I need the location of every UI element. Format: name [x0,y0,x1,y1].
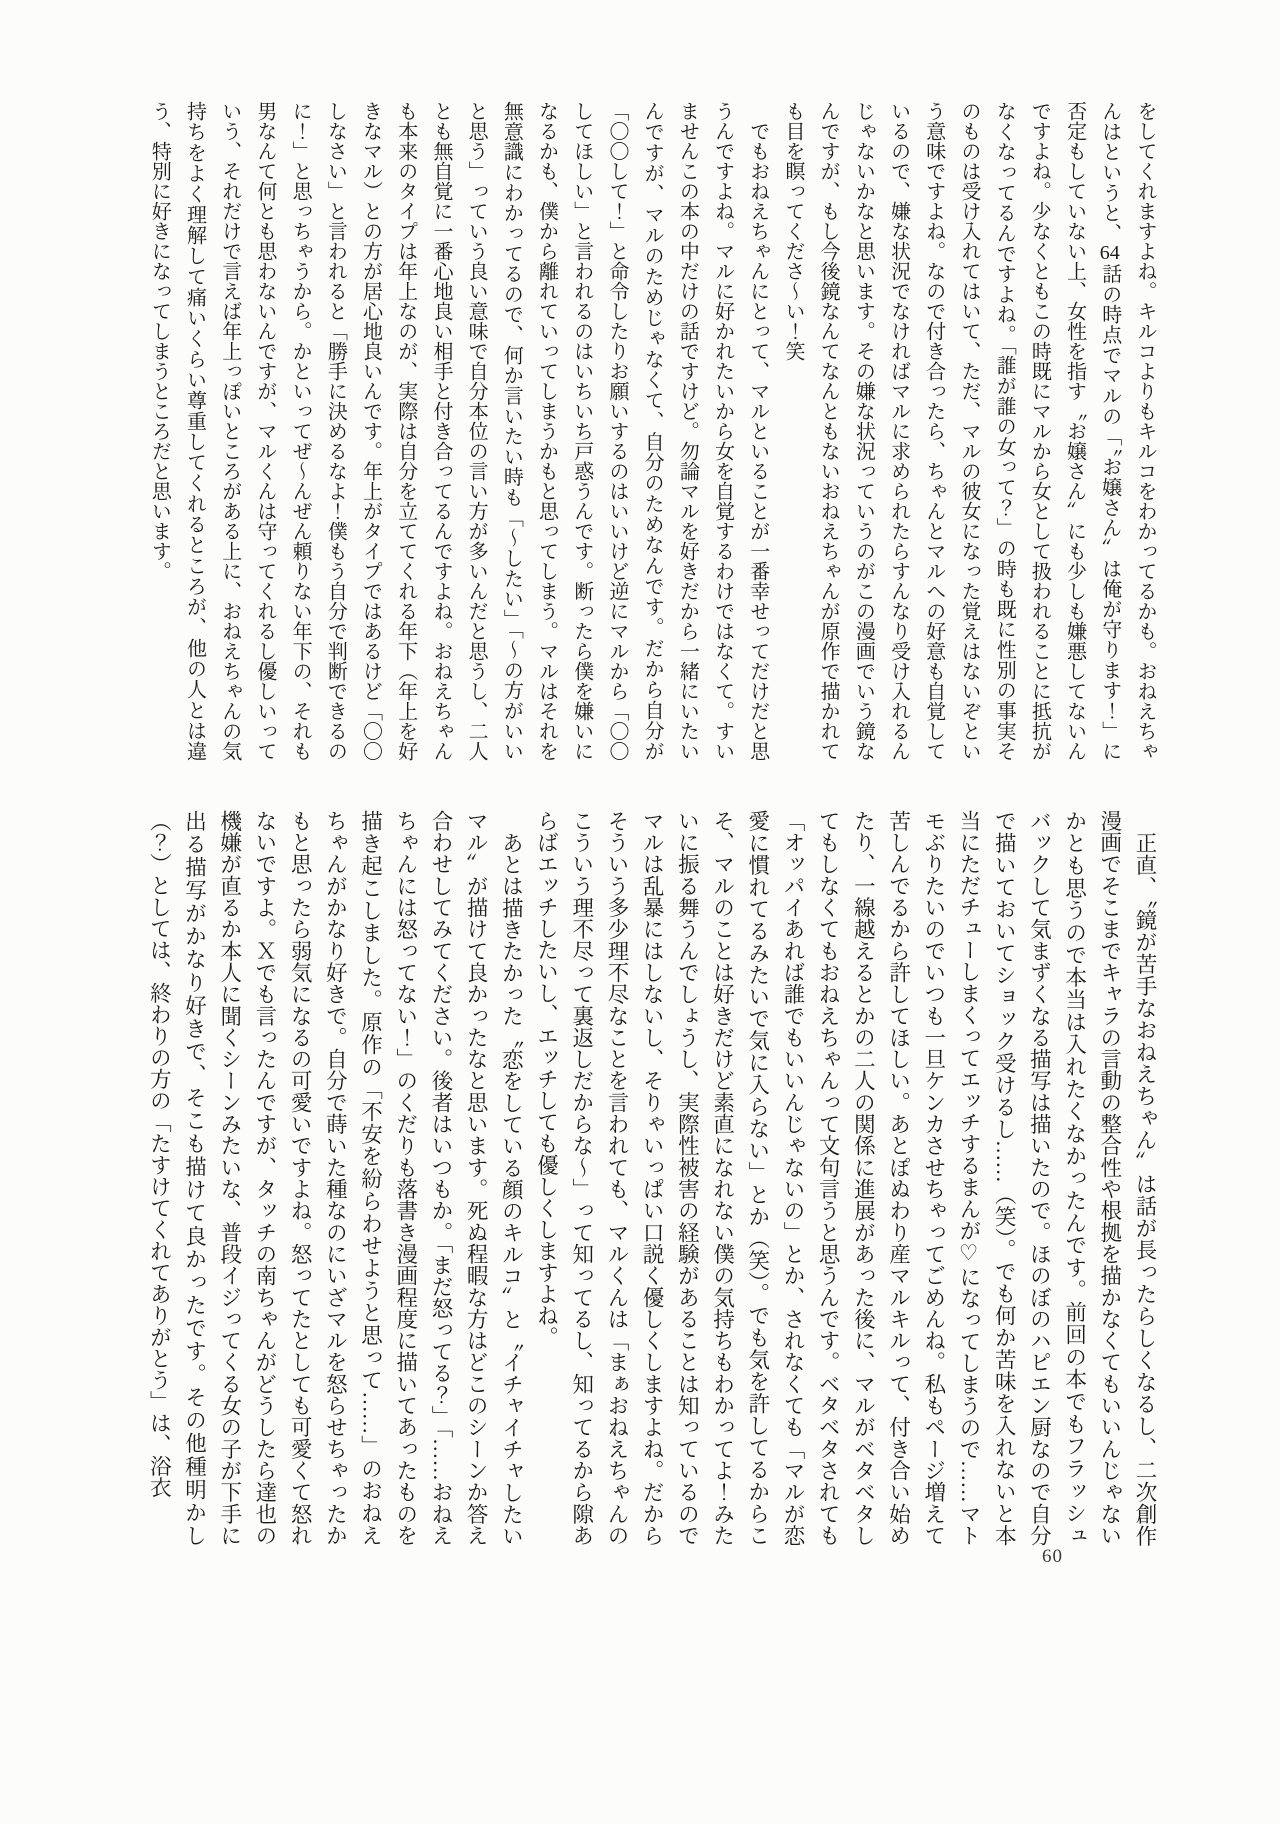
paragraph: をしてくれますよね。キルコよりもキルコをわかってるかも。おねえちゃんはというと、64話の時点でマルの「〝お嬢さん〟は俺が守ります！」に否定もしていない上、女性を指す〝お嬢さん〟にも少しも嫌悪してないんですよね。少なくともこの時既にマルから女として扱われることに抵抗がなくなってるんですよね。「誰が誰の女って？」の時も既に性別の事実そのものは受け入れてはいて、ただ、マルの彼女になった覚えはないぞという意味ですよね。なので付き合ったら、ちゃんとマルへの好意も自覚しているので、嫌な状況でなければマルに求められたらすんなり受け入れるんじゃないかなと思います。その嫌な状況っていうのがこの漫画でいう鏡なんですが、もし今後鏡なんてなんともないおねえちゃんが原作で描かれても目を瞑ってくださ〜い！笑 [781,101,1156,761]
paragraph: あとは描きたかった〝恋をしている顔のキルコ〟と〝イチャイチャしたいマル〟が描けて良かったなと思います。死ぬ程暇な方はどこのシーンか答え合わせしてみてください。後者はいつもか。「まだ怒ってる？」「……おねえちゃんには怒ってない！」のくだりも落書き漫画程度に描いてあったものを描き起こしました。原作の「不安を紛らわせようと思って……」のおねえちゃんがかなり好きで。自分で蒔いた種なのにいざマルを怒らせちゃったかもと思ったら弱気になるの可愛いですよね。怒ってたとしても可愛くて怒れないですよ。Ｘでも言ったんですが、タッチの南ちゃんがどうしたら達也の機嫌が直るか本人に聞くシーンみたいな、普段イジってくる女の子が下手に出る描写がかなり好きで、そこも描けて良かったです。その他種明かし（？）としては、終わりの方の「たすけてくれてありがとう」は、浴衣 [147,810,524,1546]
paragraph: 正直、〝鏡が苦手なおねえちゃん〟は話が長ったらしくなるし、二次創作漫画でそこまでキャラの言動の整合性や根拠を描かなくてもいいんじゃないかとも思うので本当は入れたくなかったんです。前回の本でもフラッシュバックして気まずくなる描写は描いたので。ほのぼのハピエン厨なので自分で描いておいてショック受けるし……（笑）。でも何か苦味を入れないと本当にただチューしまくってエッチするまんが♡になってしまうので……マトモぶりたいのでいつも一旦ケンカさせちゃってごめんね。私もページ増えて苦しんでるから許してほしい。あとぽぬわり産マルキルって、付き合い始めたり、一線越えるとかの二人の関係に進展があった後に、マルがベタベタしてもしなくてもおねえちゃんって文句言うと思うんです。ベタベタされても「オッパイあれば誰でもいいんじゃないの」とか、されなくても「マルが恋愛に慣れてるみたいで気に入らない」とか（笑）。でも気を許してるからこそ、マルのことは好きだけど素直になれない僕の気持ちもわかってよ！みたいに振る舞うんでしょうし、実際性被害の経験があることは知っているのでマルは乱暴にはしないし、そりゃいっぱい口説く優しくしますよね。だからそういう多少理不尽なことを言われても、マルくんは「まぁおねえちゃんのこういう理不尽って裏返しだからな〜」って知ってるし、知ってるから隙あらばエッチしたいし、エッチしても優しくしますよね。 [534,810,1157,1547]
paragraph: でもおねえちゃんにとって、マルといることが一番幸せってだけだと思うんですよね。マルに好かれたいから女を自覚するわけではなくて。すいませんこの本の中だけの話ですけど。勿論マルを好きだから一緒にいたいんですが、マルのためじゃなくて、自分のためなんです。だから自分が「〇〇して！」と命令したりお願いするのはいいけど逆にマルから「〇〇してほしい」と言われるのはいちいち戸惑うんです。断ったら僕を嫌いになるかも、僕から離れていってしまうかもと思ってしまう。マルはそれを無意識にわかってるので、何か言いたい時も「〜したい」「〜の方がいいと思う」っていう良い意味で自分本位の言い方が多いんだと思うし、二人とも無自覚に一番心地良い相手と付き合ってるんですよね。おねえちゃんも本来のタイプは年上なのが、実際は自分を立ててくれる年下（年上を好きなマル）との方が居心地良いんです。年上がタイプではあるけど「〇〇しなさい」と言われると「勝手に決めるなよ！僕もう自分で判断できるのに！」と思っちゃうから。かといってぜ〜んぜん頼りない年下の、それも男なんて何とも思わないんですが、マルくんは守ってくれるし優しいっていう、それだけで言えば年上っぽいところがある上に、おねえちゃんの気持ちをよく理解して痛いくらい尊重してくれるところが、他の人とは違う、特別に好きになってしまうところだと思います。 [148,101,769,761]
tatechuyoko-number: 64 [1099,243,1120,264]
page-number: 60 [1042,1546,1063,1567]
essay-bottom-block [141,810,1162,1546]
essay-top-block [141,101,1162,761]
